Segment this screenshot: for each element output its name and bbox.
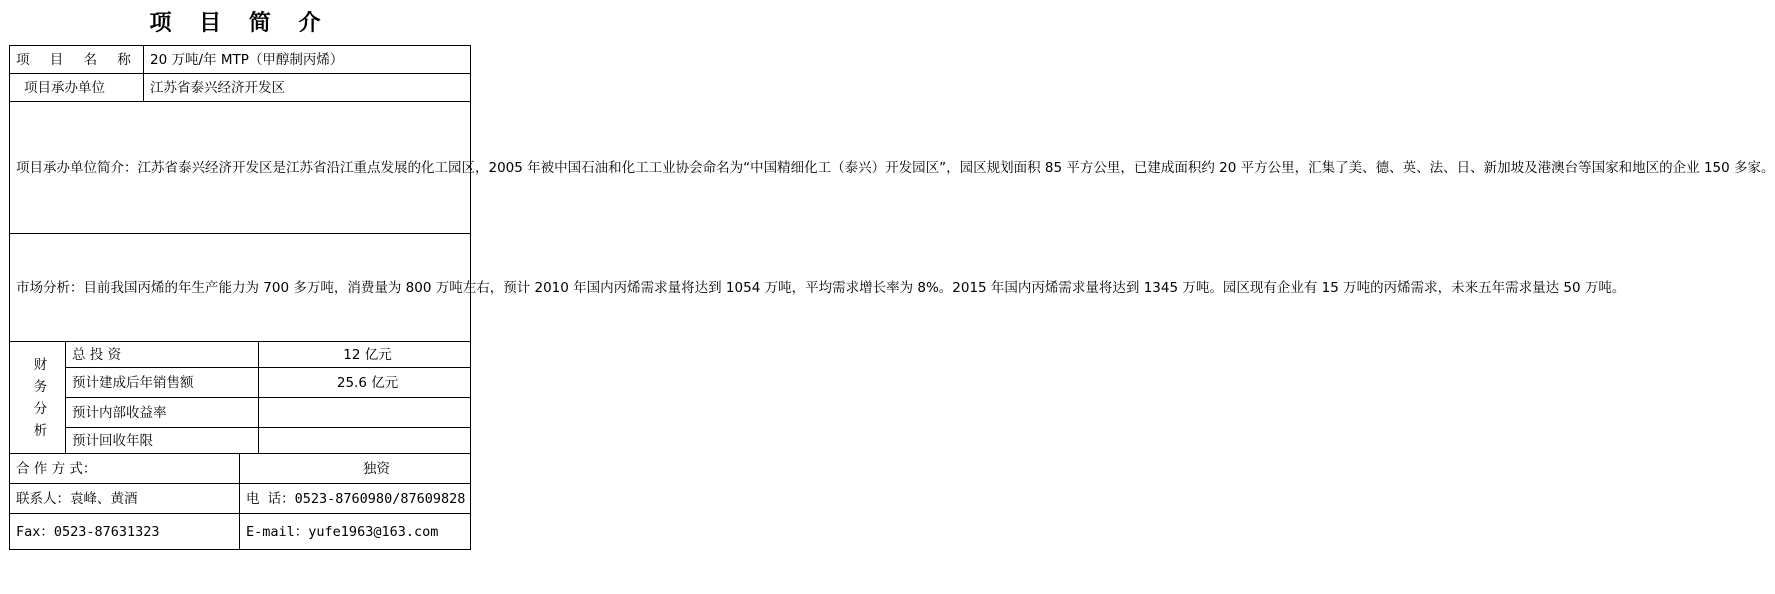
finance-label <box>10 342 66 454</box>
finance-label-char: 务 <box>33 378 48 395</box>
project-name-value: 20 万吨/年 MTP（甲醇制丙烯） <box>144 46 471 74</box>
finance-label-char: 析 <box>33 422 48 439</box>
finance-item-label: 预计回收年限 <box>66 428 259 454</box>
cooperation-value: 独资 <box>240 454 471 484</box>
cooperation-label: 合 作 方 式： <box>10 454 240 484</box>
organizer-value: 江苏省泰兴经济开发区 <box>144 74 471 102</box>
contact-phone: 电 话：0523-8760980/87609828 <box>240 484 471 514</box>
finance-item-label: 预计内部收益率 <box>66 398 259 428</box>
finance-item-label: 预计建成后年销售额 <box>66 368 259 398</box>
finance-item-value <box>259 428 471 454</box>
finance-item-value: 25.6 亿元 <box>259 368 471 398</box>
finance-item-value <box>259 398 471 428</box>
finance-item-label: 总 投 资 <box>66 342 259 368</box>
contact-fax: Fax：0523-87631323 <box>10 514 240 550</box>
finance-label-char: 财 <box>33 356 48 373</box>
finance-label-char: 分 <box>33 400 48 417</box>
market-analysis: 市场分析：目前我国丙烯的年生产能力为 700 多万吨，消费量为 800 万吨左右，预计 2010 年国内丙烯需求量将达到 1054 万吨，平均需求增长率为 8%。2015 年国内丙烯需求量将达到 1345 万吨。园区现有企业有 15 万吨的丙烯需求，未来五年需求量达 50 万吨。 <box>10 234 471 342</box>
organizer-intro: 项目承办单位简介：江苏省泰兴经济开发区是江苏省沿江重点发展的化工园区，2005 年被中国石油和化工工业协会命名为“中国精细化工（泰兴）开发园区”，园区规划面积 85 平方公里，已建成面积约 20 平方公里，汇集了美、德、英、法、日、新加坡及港澳台等国家和地区的企业 150 多家。 <box>10 102 471 234</box>
contact-person: 联系人：袁峰、黄酒 <box>10 484 240 514</box>
page-title: 项 目 简 介 <box>149 11 331 36</box>
organizer-label: 项目承办单位 <box>10 74 144 102</box>
project-name-label: 项 目 名 称 <box>10 46 144 74</box>
contact-email: E-mail：yufe1963@163.com <box>240 514 471 550</box>
finance-item-value: 12 亿元 <box>259 342 471 368</box>
project-table <box>9 45 1775 550</box>
